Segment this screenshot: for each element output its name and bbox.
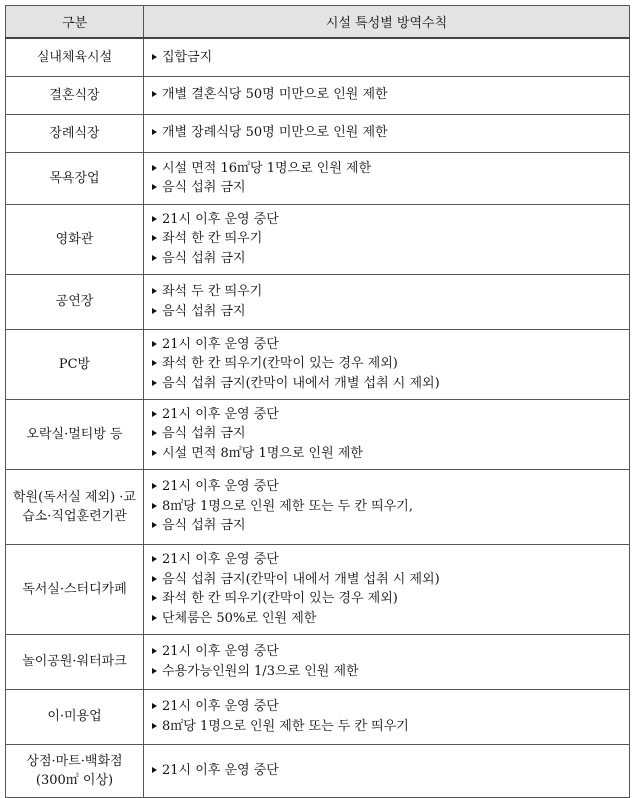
bullet-icon — [152, 556, 157, 562]
row-rules — [144, 329, 630, 399]
rule-item: 21시 이후 운영 중단 — [152, 335, 629, 355]
row-rules — [144, 114, 630, 152]
bullet-icon — [152, 668, 157, 674]
row-rules — [144, 38, 630, 76]
bullet-icon — [152, 288, 157, 294]
row-rules — [144, 544, 630, 634]
row-rules — [144, 76, 630, 114]
bullet-icon — [152, 54, 157, 60]
row-rules — [144, 689, 630, 744]
bullet-icon — [152, 165, 157, 171]
table-row — [6, 76, 630, 114]
facility-rules-table — [5, 5, 630, 798]
bullet-icon — [152, 308, 157, 314]
row-rules — [144, 152, 630, 204]
rule-item: 음식 섭취 금지 — [152, 302, 629, 322]
rule-item: 좌석 한 칸 띄우기 — [152, 229, 629, 249]
bullet-icon — [152, 430, 157, 436]
bullet-icon — [152, 450, 157, 456]
bullet-icon — [152, 91, 157, 97]
rule-item: 좌석 한 칸 띄우기(칸막이 있는 경우 제외) — [152, 354, 629, 374]
rule-item: 21시 이후 운영 중단 — [152, 642, 629, 662]
row-rules — [144, 469, 630, 544]
rule-item: 좌석 한 칸 띄우기(칸막이 있는 경우 제외) — [152, 589, 629, 609]
row-category: 학원(독서실 제외) ·교습소·직업훈련기관 — [6, 469, 144, 544]
header-category: 구분 — [6, 6, 144, 39]
table-row — [6, 274, 630, 329]
table-row — [6, 634, 630, 689]
row-category: 독서실·스터디카페 — [6, 544, 144, 634]
bullet-icon — [152, 129, 157, 135]
rule-item: 음식 섭취 금지 — [152, 249, 629, 269]
bullet-icon — [152, 235, 157, 241]
row-rules — [144, 744, 630, 797]
table-row — [6, 114, 630, 152]
row-category: 장례식장 — [6, 114, 144, 152]
bullet-icon — [152, 184, 157, 190]
table-row — [6, 544, 630, 634]
rule-item: 8㎡당 1명으로 인원 제한 또는 두 칸 띄우기, — [152, 497, 629, 517]
table-row — [6, 152, 630, 204]
row-category: 공연장 — [6, 274, 144, 329]
row-rules — [144, 634, 630, 689]
row-category: 결혼식장 — [6, 76, 144, 114]
row-category: 이·미용업 — [6, 689, 144, 744]
bullet-icon — [152, 723, 157, 729]
bullet-icon — [152, 648, 157, 654]
rule-item: 개별 결혼식당 50명 미만으로 인원 제한 — [152, 85, 629, 105]
header-rules: 시설 특성별 방역수칙 — [144, 6, 630, 39]
row-category: PC방 — [6, 329, 144, 399]
rule-item: 21시 이후 운영 중단 — [152, 405, 629, 425]
rule-item: 21시 이후 운영 중단 — [152, 550, 629, 570]
bullet-icon — [152, 595, 157, 601]
rule-item: 좌석 두 칸 띄우기 — [152, 282, 629, 302]
bullet-icon — [152, 216, 157, 222]
rule-item: 21시 이후 운영 중단 — [152, 477, 629, 497]
bullet-icon — [152, 615, 157, 621]
bullet-icon — [152, 703, 157, 709]
rule-item: 8㎡당 1명으로 인원 제한 또는 두 칸 띄우기 — [152, 717, 629, 737]
table-row — [6, 469, 630, 544]
rule-item: 시설 면적 16㎡당 1명으로 인원 제한 — [152, 159, 629, 179]
table-row — [6, 38, 630, 76]
rule-item: 21시 이후 운영 중단 — [152, 761, 629, 781]
row-rules — [144, 204, 630, 274]
bullet-icon — [152, 255, 157, 261]
rule-item: 음식 섭취 금지 — [152, 178, 629, 198]
rule-item: 21시 이후 운영 중단 — [152, 210, 629, 230]
row-category: 영화관 — [6, 204, 144, 274]
table-row — [6, 204, 630, 274]
table-row — [6, 329, 630, 399]
bullet-icon — [152, 503, 157, 509]
row-rules — [144, 274, 630, 329]
bullet-icon — [152, 341, 157, 347]
row-rules — [144, 399, 630, 469]
bullet-icon — [152, 360, 157, 366]
bullet-icon — [152, 411, 157, 417]
bullet-icon — [152, 576, 157, 582]
bullet-icon — [152, 522, 157, 528]
row-category: 실내체육시설 — [6, 38, 144, 76]
bullet-icon — [152, 483, 157, 489]
rule-item: 음식 섭취 금지(칸막이 내에서 개별 섭취 시 제외) — [152, 374, 629, 394]
rule-item: 21시 이후 운영 중단 — [152, 697, 629, 717]
rule-item: 시설 면적 8㎡당 1명으로 인원 제한 — [152, 444, 629, 464]
rule-item: 집합금지 — [152, 48, 629, 68]
rule-item: 수용가능인원의 1/3으로 인원 제한 — [152, 662, 629, 682]
row-category: 상점·마트·백화점 (300㎡ 이상) — [6, 744, 144, 797]
rule-item: 음식 섭취 금지 — [152, 516, 629, 536]
rule-item: 음식 섭취 금지 — [152, 424, 629, 444]
rule-item: 개별 장례식당 50명 미만으로 인원 제한 — [152, 123, 629, 143]
table-row — [6, 399, 630, 469]
rule-item: 음식 섭취 금지(칸막이 내에서 개별 섭취 시 제외) — [152, 570, 629, 590]
rules-table-container — [5, 5, 630, 798]
bullet-icon — [152, 767, 157, 773]
table-row — [6, 744, 630, 797]
row-category: 목욕장업 — [6, 152, 144, 204]
rule-item: 단체룸은 50%로 인원 제한 — [152, 609, 629, 629]
row-category: 오락실·멀티방 등 — [6, 399, 144, 469]
table-header-row — [6, 6, 630, 39]
bullet-icon — [152, 380, 157, 386]
table-row — [6, 689, 630, 744]
row-category: 놀이공원·워터파크 — [6, 634, 144, 689]
